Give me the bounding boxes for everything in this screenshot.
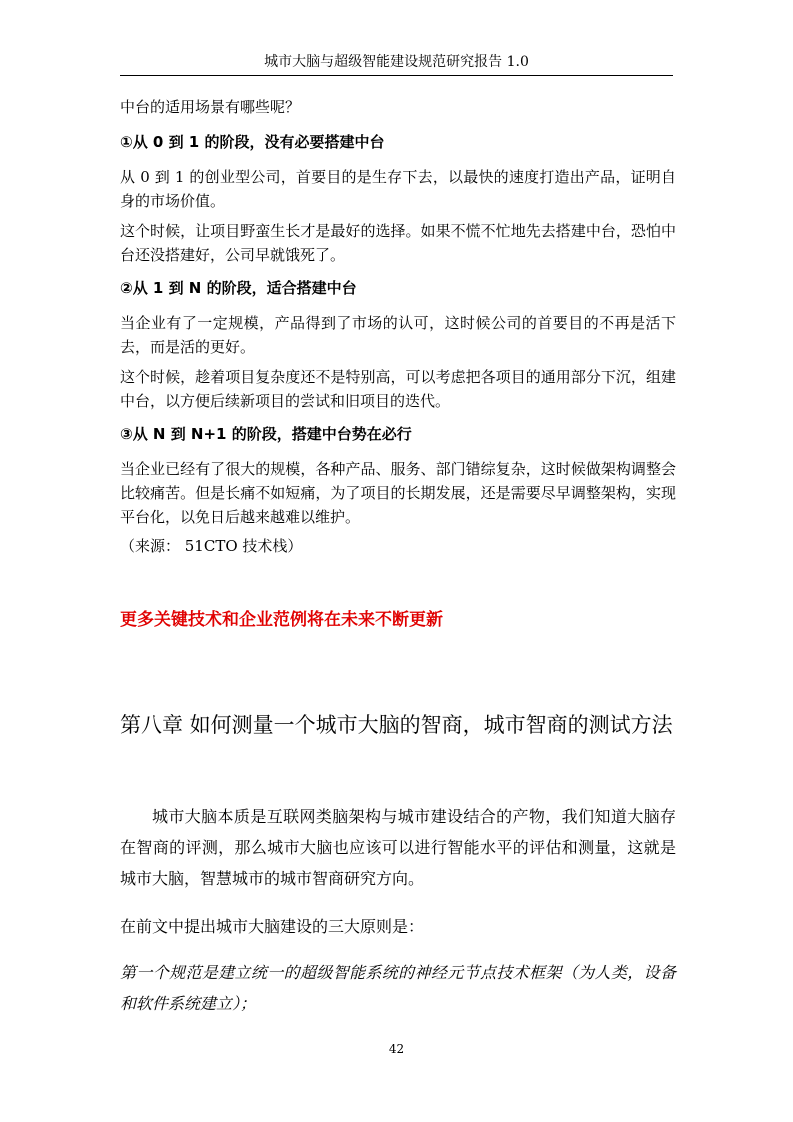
chapter-title: 第八章 如何测量一个城市大脑的智商，城市智商的测试方法 xyxy=(120,713,673,737)
section-2-paragraph-2: 这个时候，趁着项目复杂度还不是特别高，可以考虑把各项目的通用部分下沉，组建中台，以方便后续新项目的尝试和旧项目的迭代。 xyxy=(120,368,676,410)
section-heading-3: ③从 N 到 N+1 的阶段，搭建中台势在必行 xyxy=(120,425,412,443)
section-heading-2: ②从 1 到 N 的阶段，适合搭建中台 xyxy=(120,279,357,297)
section-1-paragraph-2: 这个时候，让项目野蛮生长才是最好的选择。如果不慌不忙地先去搭建中台，恐怕中台还没搭建好，公司早就饿死了。 xyxy=(120,222,676,264)
section-heading-1: ①从 0 到 1 的阶段，没有必要搭建中台 xyxy=(120,133,385,151)
section-3-paragraph-1: 当企业已经有了很大的规模，各种产品、服务、部门错综复杂，这时候做架构调整会比较痛苦。但是长痛不如短痛，为了项目的长期发展，还是需要尽早调整架构，实现平台化，以免日后越来越难以维护。 xyxy=(120,460,676,526)
header-divider xyxy=(120,75,673,76)
page-number: 42 xyxy=(388,1042,405,1056)
update-notice: 更多关键技术和企业范例将在未来不断更新 xyxy=(120,610,443,630)
section-2-paragraph-1: 当企业有了一定规模，产品得到了市场的认可，这时候公司的首要目的不再是活下去，而是活的更好。 xyxy=(120,314,676,356)
chapter-paragraph-3: 第一个规范是建立统一的超级智能系统的神经元节点技术框架（为人类，设备和软件系统建立）； xyxy=(120,963,676,1013)
intro-question: 中台的适用场景有哪些呢？ xyxy=(120,98,301,116)
chapter-paragraph-2: 在前文中提出城市大脑建设的三大原则是： xyxy=(120,917,425,936)
section-1-paragraph-1: 从 0 到 1 的创业型公司，首要目的是生存下去，以最快的速度打造出产品，证明自身的市场价值。 xyxy=(120,168,676,210)
chapter-paragraph-1: 城市大脑本质是互联网类脑架构与城市建设结合的产物，我们知道大脑存在智商的评测，那么城市大脑也应该可以进行智能水平的评估和测量，这就是城市大脑，智慧城市的城市智商研究方向。 xyxy=(120,807,676,888)
source-citation: （来源： 51CTO 技术栈） xyxy=(120,537,303,555)
running-header: 城市大脑与超级智能建设规范研究报告 1.0 xyxy=(264,54,529,70)
